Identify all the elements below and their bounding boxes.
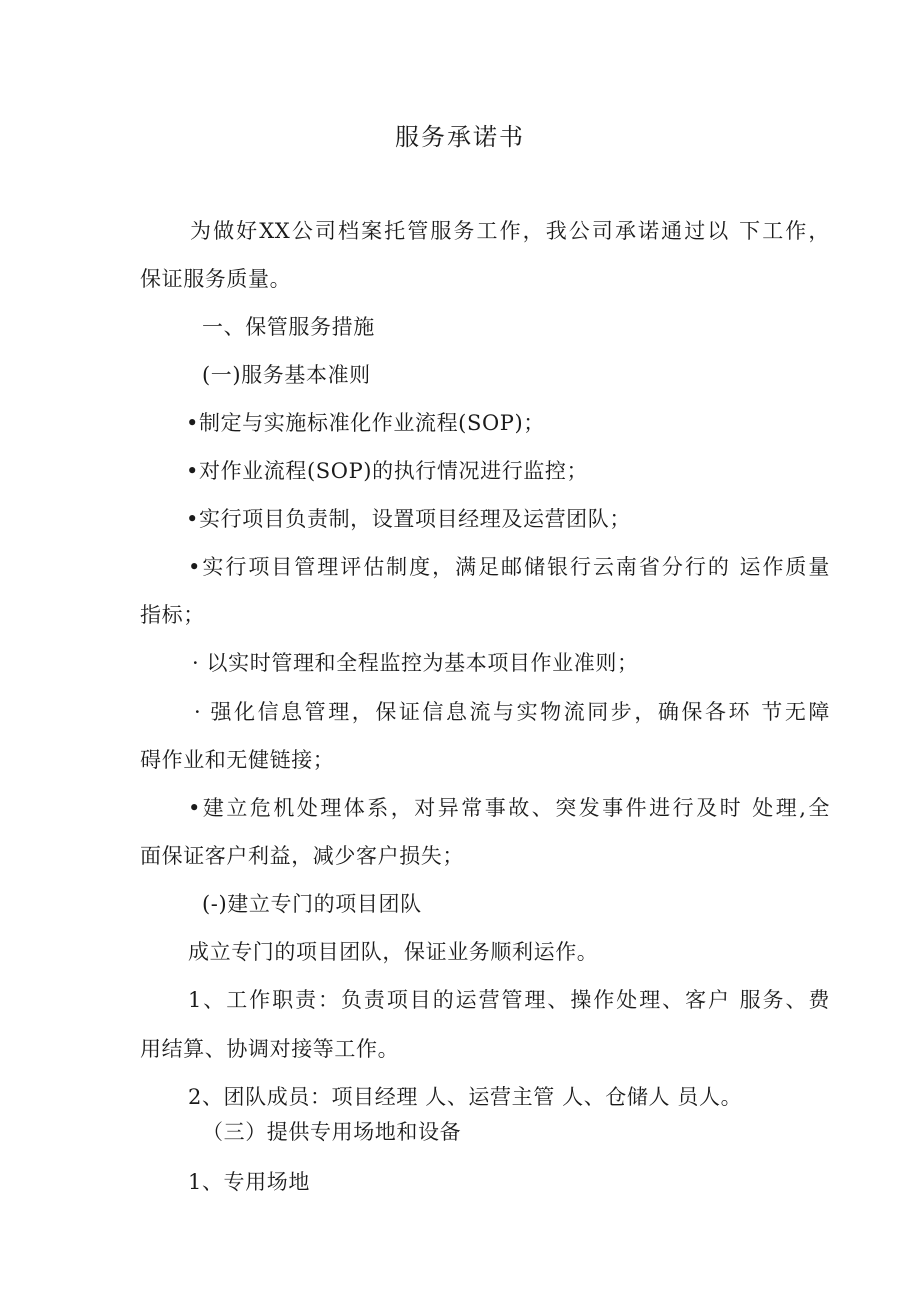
numbered-item-2: 2、团队成员：项目经理 人、运营主管 人、仓储人 员人。 bbox=[188, 1085, 743, 1109]
bullet-item-4-line-2: 指标； bbox=[140, 603, 205, 627]
bullet-item-7-line-2: 面保证客户利益，减少客户损失； bbox=[140, 844, 464, 868]
numbered-item-3: 1、专用场地 bbox=[188, 1170, 310, 1194]
bullet-item-1: •制定与实施标准化作业流程(SOP)； bbox=[186, 411, 545, 435]
bullet-item-3: •实行项目负责制，设置项目经理及运营团队； bbox=[186, 507, 631, 531]
subsection-heading-2: (-)建立专门的项目团队 bbox=[202, 892, 422, 916]
bullet-item-6-line-1: · 强化信息管理，保证信息流与实物流同步，确保各环 节无障 bbox=[194, 700, 830, 724]
subsection-heading-3: （三）提供专用场地和设备 bbox=[202, 1120, 462, 1144]
paragraph-team: 成立专门的项目团队，保证业务顺利运作。 bbox=[188, 940, 599, 964]
section-heading-1: 一、保管服务措施 bbox=[202, 315, 375, 339]
paragraph-intro-line-1: 为做好XX公司档案托管服务工作，我公司承诺通过以 下工作， bbox=[190, 219, 830, 243]
document-title: 服务承诺书 bbox=[395, 123, 525, 151]
numbered-item-1-line-1: 1、工作职责：负责项目的运营管理、操作处理、客户 服务、费 bbox=[188, 988, 830, 1012]
subsection-heading-1: (一)服务基本准则 bbox=[202, 363, 371, 387]
numbered-item-1-line-2: 用结算、协调对接等工作。 bbox=[140, 1037, 400, 1061]
bullet-item-5: · 以实时管理和全程监控为基本项目作业准则； bbox=[192, 651, 639, 675]
bullet-item-6-line-2: 碍作业和无健链接； bbox=[140, 748, 335, 772]
bullet-item-7-line-1: •建立危机处理体系，对异常事故、突发事件进行及时 处理,全 bbox=[188, 796, 830, 820]
bullet-item-2: •对作业流程(SOP)的执行情况进行监控； bbox=[186, 459, 589, 483]
paragraph-intro-line-2: 保证服务质量。 bbox=[140, 267, 292, 291]
bullet-item-4-line-1: •实行项目管理评估制度，满足邮储银行云南省分行的 运作质量 bbox=[188, 555, 830, 579]
